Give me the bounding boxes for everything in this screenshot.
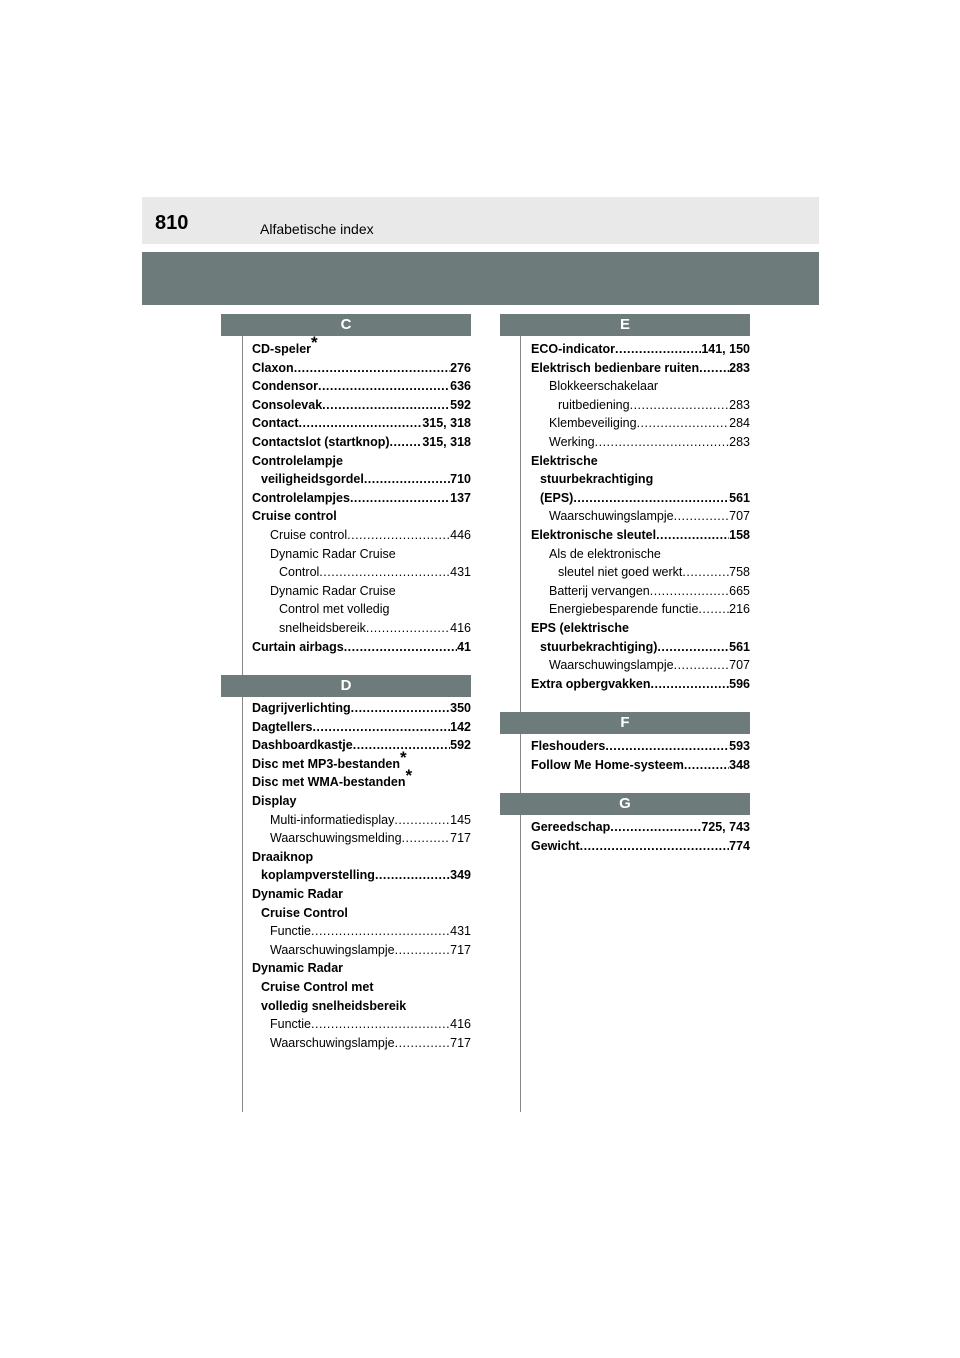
index-entry: volledig snelheidsbereik (261, 998, 407, 1013)
header-band (142, 252, 819, 305)
index-subentry[interactable]: Klembeveiliging ..... 284 (531, 414, 750, 433)
index-entry[interactable]: Controlelampjes ..... 137 (252, 489, 471, 508)
index-entry[interactable]: Claxon ..... 276 (252, 359, 471, 378)
index-entry: stuurbekrachtiging (540, 472, 654, 487)
index-entry[interactable]: Dagtellers ..... 142 (252, 718, 471, 737)
index-subentry[interactable]: snelheidsbereik ..... 416 (252, 619, 471, 638)
index-subentry[interactable]: Cruise control ..... 446 (252, 526, 471, 545)
index-entry: Cruise Control met (261, 979, 374, 994)
index-entry[interactable]: Disc met MP3-bestanden* (252, 747, 407, 771)
index-entry: Display (252, 793, 297, 808)
index-entry[interactable]: ECO-indicator ..... 141, 150 (531, 340, 750, 359)
index-subentry[interactable]: Waarschuwingslampje ..... 717 (252, 941, 471, 960)
page-number: 810 (155, 212, 189, 234)
index-entry[interactable]: Disc met WMA-bestanden* (252, 766, 413, 790)
index-entry[interactable]: Contact ..... 315, 318 (252, 414, 471, 433)
index-entry[interactable]: Elektrisch bedienbare ruiten ..... 283 (531, 359, 750, 378)
index-entry[interactable]: CD-speler* (252, 333, 318, 356)
index-entry[interactable]: (EPS) ..... 561 (531, 489, 750, 508)
index-subentry: Dynamic Radar Cruise (270, 546, 396, 561)
index-subentry: Als de elektronische (549, 546, 661, 561)
column-divider-left (242, 315, 243, 1112)
header-bar (142, 197, 819, 244)
section-header-g: G (500, 793, 750, 815)
index-subentry[interactable]: sleutel niet goed werkt ..... 758 (531, 563, 750, 582)
index-entry: Dynamic Radar (252, 961, 344, 976)
index-entry: Dynamic Radar (252, 886, 344, 901)
index-subentry[interactable]: ruitbediening ..... 283 (531, 396, 750, 415)
index-subentry[interactable]: Functie ..... 431 (252, 922, 471, 941)
index-entry[interactable]: Fleshouders ..... 593 (531, 737, 750, 756)
index-entry[interactable]: Extra opbergvakken ..... 596 (531, 675, 750, 694)
index-entry: EPS (elektrische (531, 620, 629, 635)
index-entry: Elektrische (531, 453, 598, 468)
index-entry: Cruise control (252, 509, 337, 524)
index-subentry[interactable]: Waarschuwingslampje ..... 717 (252, 1034, 471, 1053)
page-title: Alfabetische index (260, 221, 374, 237)
index-entry[interactable]: Dashboardkastje ..... 592 (252, 736, 471, 755)
index-subentry: Blokkeerschakelaar (549, 379, 659, 394)
index-subentry[interactable]: Waarschuwingsmelding ..... 717 (252, 829, 471, 848)
index-entry[interactable]: Condensor ..... 636 (252, 377, 471, 396)
index-entry: Cruise Control (261, 905, 348, 920)
section-c-entries (252, 333, 471, 656)
section-header-f: F (500, 712, 750, 734)
index-entry[interactable]: Follow Me Home-systeem ..... 348 (531, 756, 750, 775)
index-entry: Controlelampje (252, 453, 343, 468)
index-entry[interactable]: koplampverstelling ..... 349 (252, 866, 471, 885)
section-header-c: C (221, 314, 471, 336)
index-subentry[interactable]: Waarschuwingslampje ..... 707 (531, 656, 750, 675)
index-subentry[interactable]: Functie ..... 416 (252, 1015, 471, 1034)
index-subentry[interactable]: Multi-informatiedisplay ..... 145 (252, 811, 471, 830)
section-header-d: D (221, 675, 471, 697)
index-entry[interactable]: Consolevak ..... 592 (252, 396, 471, 415)
index-subentry[interactable]: Werking ..... 283 (531, 433, 750, 452)
index-entry[interactable]: Curtain airbags ..... 41 (252, 638, 471, 657)
index-subentry[interactable]: Batterij vervangen ..... 665 (531, 582, 750, 601)
index-entry[interactable]: Contactslot (startknop) ..... 315, 318 (252, 433, 471, 452)
index-subentry[interactable]: Control ..... 431 (252, 563, 471, 582)
index-entry[interactable]: stuurbekrachtiging) ..... 561 (531, 638, 750, 657)
index-entry: Draaiknop (252, 849, 314, 864)
section-e-entries (531, 340, 750, 693)
index-entry[interactable]: Dagrijverlichting ..... 350 (252, 699, 471, 718)
index-entry[interactable]: veiligheidsgordel ..... 710 (252, 470, 471, 489)
section-header-e: E (500, 314, 750, 336)
index-entry[interactable]: Elektronische sleutel ..... 158 (531, 526, 750, 545)
section-g-entries (531, 818, 750, 855)
index-subentry[interactable]: Waarschuwingslampje ..... 707 (531, 507, 750, 526)
section-f-entries (531, 737, 750, 774)
index-entry[interactable]: Gewicht ..... 774 (531, 837, 750, 856)
index-entry[interactable]: Gereedschap ..... 725, 743 (531, 818, 750, 837)
index-subentry[interactable]: Energiebesparende functie ..... 216 (531, 600, 750, 619)
section-d-entries (252, 699, 471, 1052)
index-subentry: Dynamic Radar Cruise (270, 583, 396, 598)
index-subentry: Control met volledig (279, 602, 390, 617)
